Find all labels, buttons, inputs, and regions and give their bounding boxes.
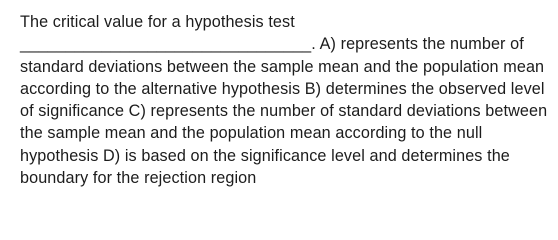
question-text: The critical value for a hypothesis test ________________________________. A) represents the number of standard deviations between the sample mean and the population mean according to the alternative hypothesis B) determines the observed level of significance C) represents the number of standard deviations between the sample mean and the population mean according to the null hypothesis D) is based on the significance level and determines the boundary for the rejection region [20, 13, 548, 188]
